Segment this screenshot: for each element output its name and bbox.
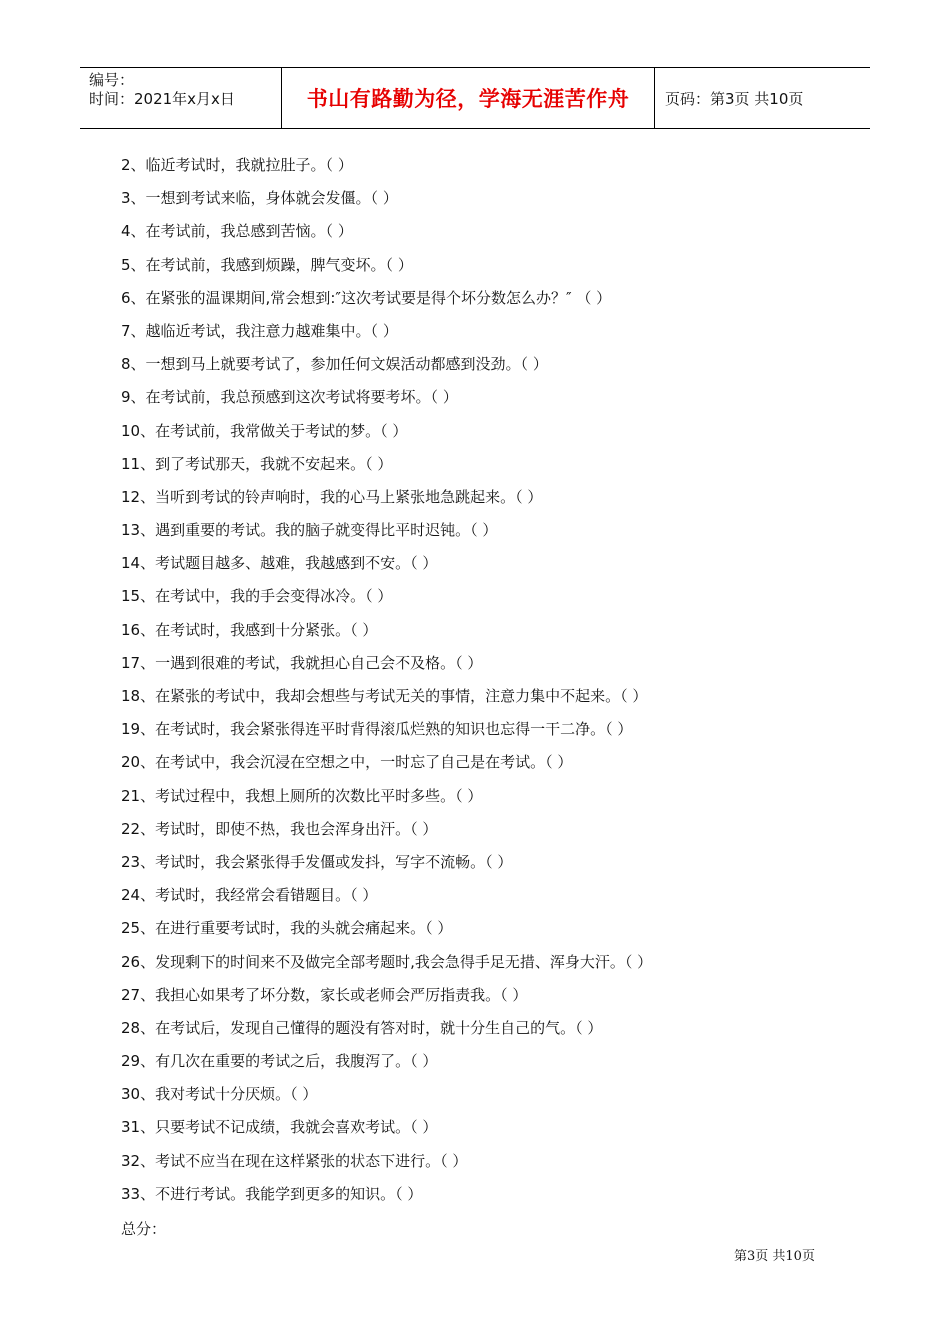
question-item: 20、在考试中，我会沉浸在空想之中，一时忘了自己是在考试。（ ） — [121, 753, 573, 772]
question-item: 32、考试不应当在现在这样紧张的状态下进行。（ ） — [121, 1151, 468, 1170]
question-item: 30、我对考试十分厌烦。（ ） — [121, 1085, 318, 1104]
page-header — [80, 67, 870, 129]
question-item: 24、考试时，我经常会看错题目。（ ） — [121, 886, 378, 905]
question-item: 33、不进行考试。我能学到更多的知识。（ ） — [121, 1184, 423, 1203]
question-item: 7、越临近考试，我注意力越难集中。（ ） — [121, 321, 398, 340]
time-label: 时间：2021年x月x日 — [89, 90, 235, 108]
question-item: 2、临近考试时，我就拉肚子。（ ） — [121, 156, 353, 174]
question-item: 13、遇到重要的考试。我的脑子就变得比平时迟钝。（ ） — [121, 521, 498, 540]
header-meta — [80, 68, 282, 128]
question-item: 29、有几次在重要的考试之后，我腹泻了。（ ） — [121, 1052, 438, 1071]
footer-page-number: 第3页 共10页 — [734, 1249, 815, 1264]
question-item: 19、在考试时，我会紧张得连平时背得滚瓜烂熟的知识也忘得一干二净。（ ） — [121, 720, 633, 739]
question-item: 9、在考试前，我总预感到这次考试将要考坏。（ ） — [121, 388, 458, 407]
question-item: 21、考试过程中，我想上厕所的次数比平时多些。（ ） — [121, 786, 483, 805]
motto: 书山有路勤为径，学海无涯苦作舟 — [282, 68, 655, 128]
question-item: 3、一想到考试来临，身体就会发僵。（ ） — [121, 189, 398, 208]
question-item: 16、在考试时，我感到十分紧张。（ ） — [121, 620, 378, 639]
question-item: 28、在考试后，发现自己懂得的题没有答对时，就十分生自己的气。（ ） — [121, 1018, 603, 1037]
question-item: 31、只要考试不记成绩，我就会喜欢考试。（ ） — [121, 1118, 438, 1137]
question-item: 25、在进行重要考试时，我的头就会痛起来。（ ） — [121, 919, 453, 938]
question-item: 18、在紧张的考试中，我却会想些与考试无关的事情，注意力集中不起来。（ ） — [121, 687, 648, 705]
question-item: 15、在考试中，我的手会变得冰冷。（ ） — [121, 587, 393, 606]
question-item: 8、一想到马上就要考试了，参加任何文娱活动都感到没劲。（ ） — [121, 355, 548, 374]
total-score-label: 总分： — [121, 1220, 167, 1238]
question-item: 27、我担心如果考了坏分数，家长或老师会严厉指责我。（ ） — [121, 985, 528, 1004]
question-item: 10、在考试前，我常做关于考试的梦。（ ） — [121, 421, 408, 440]
question-item: 22、考试时，即使不热，我也会浑身出汗。（ ） — [121, 819, 438, 838]
question-item: 6、在紧张的温课期间,常会想到:″这次考试要是得个坏分数怎么办？″ （ ） — [121, 288, 612, 307]
header-page-number: 页码：第3页 共10页 — [665, 89, 804, 108]
question-item: 4、在考试前，我总感到苦恼。（ ） — [121, 222, 353, 241]
question-item: 23、考试时，我会紧张得手发僵或发抖，写字不流畅。（ ） — [121, 852, 513, 871]
number-label: 编号： — [89, 71, 135, 89]
question-item: 5、在考试前，我感到烦躁，脾气变坏。（ ） — [121, 255, 413, 274]
question-item: 17、一遇到很难的考试，我就担心自己会不及格。（ ） — [121, 653, 483, 672]
question-item: 26、发现剩下的时间来不及做完全部考题时,我会急得手足无措、浑身大汗。（ ） — [121, 952, 653, 971]
question-item: 14、考试题目越多、越难，我越感到不安。（ ） — [121, 554, 438, 573]
question-item: 11、到了考试那天，我就不安起来。（ ） — [121, 454, 393, 473]
question-item: 12、当听到考试的铃声响时，我的心马上紧张地急跳起来。（ ） — [121, 487, 543, 506]
question-list — [121, 154, 652, 1216]
